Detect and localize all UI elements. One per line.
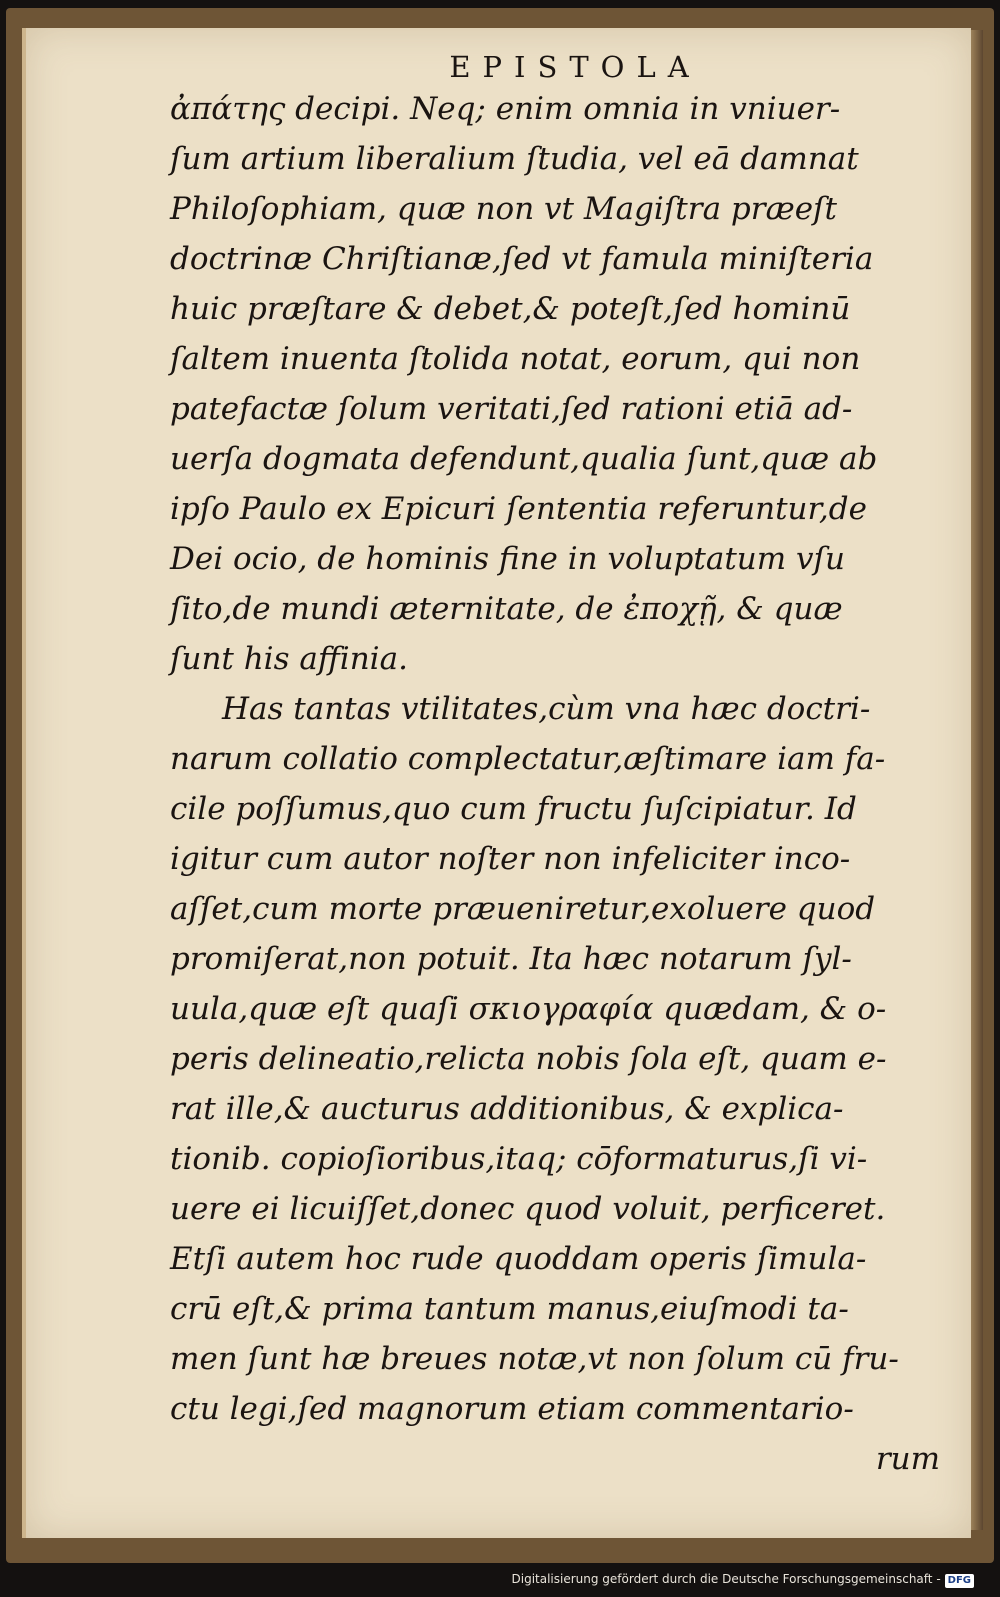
text-line: patefactæ ſolum veritati,ſed rationi etiā ad- [170, 391, 853, 427]
text-line: ſito,de mundi æternitate, de ἐποχῇ, & quæ [170, 591, 843, 627]
text-line: ſum artium liberalium ſtudia, vel eā damnat [170, 141, 859, 177]
text-line: aſſet,cum morte præueniretur,exoluere quod [170, 891, 876, 927]
text-line: igitur cum autor noſter non infeliciter inco- [170, 841, 851, 877]
text-line: cile poſſumus,quo cum fructu ſuſcipiatur. Id [170, 791, 857, 827]
text-line: men ſunt hæ breues notæ,vt non ſolum cū fru- [170, 1341, 899, 1377]
dfg-logo-icon: DFG [945, 1574, 974, 1588]
text-line: peris delineatio,relicta nobis ſola eſt, quam e- [170, 1041, 887, 1077]
text-line: ctu legi,ſed magnorum etiam commentario- [170, 1391, 854, 1427]
text-line: rat ille,& aucturus additionibus, & explica- [170, 1091, 844, 1127]
catchword: rum [875, 1441, 940, 1477]
text-line: uerſa dogmata defendunt,qualia ſunt,quæ ab [170, 441, 878, 477]
digitization-credit [512, 1572, 975, 1588]
page-text [170, 50, 940, 1484]
text-line: huic præſtare & debet,& poteſt,ſed hominū [170, 291, 851, 327]
text-line: Dei ocio, de hominis fine in voluptatum vſu [170, 541, 845, 577]
text-line: tionib. copioſioribus,itaq; cōformaturus,ſi vi- [170, 1141, 868, 1177]
text-line: Etſi autem hoc rude quoddam operis ſimula- [170, 1241, 867, 1277]
text-line: doctrinæ Chriſtianæ,ſed vt famula miniſteria [170, 241, 874, 277]
paragraph-start-line: Has tantas vtilitates,cùm vna hæc doctri- [222, 691, 871, 727]
text-line: narum collatio complectatur,æſtimare iam fa- [170, 741, 886, 777]
running-head: EPISTOLA [449, 50, 701, 84]
text-line: ἀπάτης decipi. Neq; enim omnia in vniuer- [170, 91, 841, 127]
text-line: ipſo Paulo ex Epicuri ſententia referuntur,de [170, 491, 867, 527]
text-line: uere ei licuiſſet,donec quod voluit, perficeret. [170, 1191, 886, 1227]
credit-text: Digitalisierung gefördert durch die Deutsche Forschungsgemeinschaft - [511, 1572, 941, 1586]
text-line: crū eſt,& prima tantum manus,eiuſmodi ta- [170, 1291, 849, 1327]
text-line: ſunt his affinia. [170, 641, 408, 677]
text-line: promiſerat,non potuit. Ita hæc notarum ſyl- [170, 941, 852, 977]
text-line: ſaltem inuenta ſtolida notat, eorum, qui non [170, 341, 861, 377]
text-line: Philoſophiam, quæ non vt Magiſtra præeſt [170, 191, 837, 227]
text-line: uula,quæ eſt quaſi σκιογραφία quædam, & o- [170, 991, 887, 1027]
